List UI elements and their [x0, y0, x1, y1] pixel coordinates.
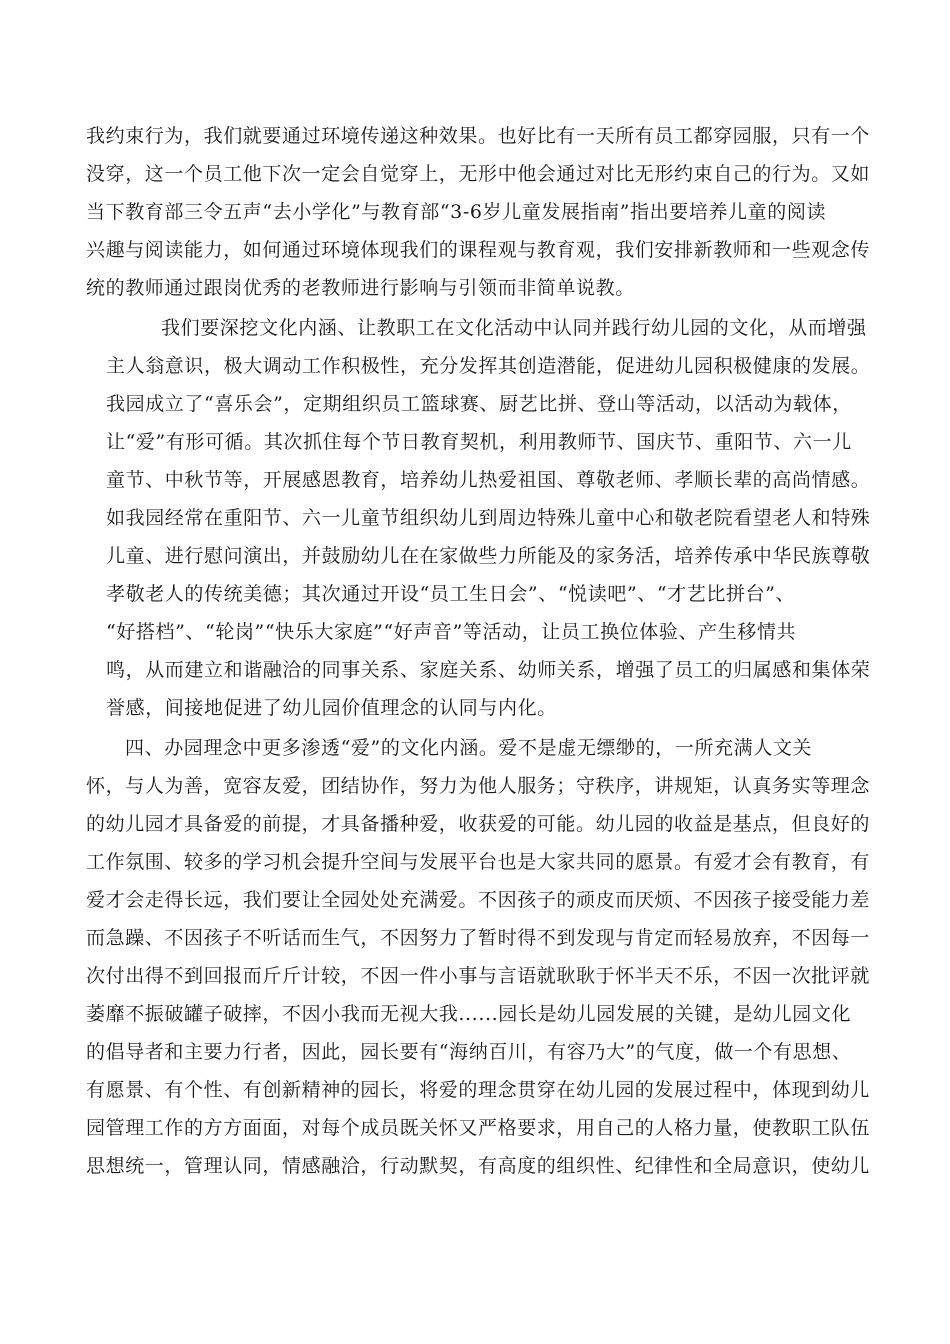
text-line: 我们要深挖文化内涵、让教职工在文化活动中认同并践行幼儿园的文化，从而增强: [161, 317, 867, 339]
text-line: 的幼儿园才具备爱的前提，才具备播种爱，收获爱的可能。幼儿园的收益是基点，但良好的: [86, 813, 871, 835]
text-line: 主人翁意识，极大调动工作积极性，充分发挥其创造潜能，促进幼儿园积极健康的发展。: [106, 355, 871, 377]
text-line: 孝敬老人的传统美德；其次通过开设“员工生日会”、“悦读吧”、“才艺比拼台”、: [106, 583, 796, 605]
text-line: 萎靡不振破罐子破摔，不因小我而无视大我......园长是幼儿园发展的关键，是幼儿园文化: [86, 1003, 852, 1025]
text-line: 誉感，间接地促进了幼儿园价值理念的认同与内化。: [106, 697, 557, 719]
text-line: 如我园经常在重阳节、六一儿童节组织幼儿到周边特殊儿童中心和敬老院看望老人和特殊: [106, 507, 871, 529]
text-line: 统的教师通过跟岗优秀的老教师进行影响与引领而非简单说教。: [86, 277, 635, 299]
text-line: 的倡导者和主要力行者，因此，园长要有“海纳百川，有容乃大”的气度，做一个有思想、: [86, 1041, 852, 1063]
text-line: 没穿，这一个员工他下次一定会自觉穿上，无形中他会通过对比无形约束自己的行为。又如: [86, 163, 871, 185]
text-line: 四、办园理念中更多渗透“爱”的文化内涵。爱不是虚无缥缈的，一所充满人文关: [125, 737, 813, 759]
text-line: 次付出得不到回报而斤斤计较，不因一件小事与言语就耿耿于怀半天不乐，不因一次批评就: [86, 965, 871, 987]
text-line: 我约束行为，我们就要通过环境传递这种效果。也好比有一天所有员工都穿园服，只有一个: [86, 125, 871, 147]
text-line: 工作氛围、较多的学习机会提升空间与发展平台也是大家共同的愿景。有爱才会有教育，有: [86, 851, 871, 873]
text-line: 园管理工作的方方面面，对每个成员既关怀又严格要求，用自己的人格力量，使教职工队伍: [86, 1117, 871, 1139]
text-line: 有愿景、有个性、有创新精神的园长，将爱的理念贯穿在幼儿园的发展过程中，体现到幼儿: [86, 1079, 871, 1101]
text-line: 怀，与人为善，宽容友爱，团结协作，努力为他人服务；守秩序，讲规矩，认真务实等理念: [86, 775, 871, 797]
text-line: 童节、中秋节等，开展感恩教育，培养幼儿热爱祖国、尊敬老师、孝顺长辈的高尚情感。: [106, 469, 871, 491]
text-line: 我园成立了“喜乐会”，定期组织员工篮球赛、厨艺比拼、登山等活动，以活动为载体，: [106, 393, 852, 415]
text-line: “好搭档”、“轮岗”“快乐大家庭”“好声音”等活动，让员工换位体验、产生移情共: [106, 621, 797, 643]
text-line: 爱才会走得长远，我们要让全园处处充满爱。不因孩子的顽皮而厌烦、不因孩子接受能力差: [86, 889, 871, 911]
text-line: 当下教育部三令五声“去小学化”与教育部“3-6岁儿童发展指南”指出要培养儿童的阅读: [86, 201, 827, 223]
text-line: 让“爱”有形可循。其次抓住每个节日教育契机，利用教师节、国庆节、重阳节、六一儿: [106, 431, 852, 453]
text-line: 思想统一，管理认同，情感融洽，行动默契，有高度的组织性、纪律性和全局意识，使幼儿: [86, 1155, 871, 1177]
text-line: 兴趣与阅读能力，如何通过环境体现我们的课程观与教育观，我们安排新教师和一些观念传: [86, 239, 871, 261]
text-line: 儿童、进行慰问演出，并鼓励幼儿在在家做些力所能及的家务活，培养传承中华民族尊敬: [106, 545, 871, 567]
text-line: 而急躁、不因孩子不听话而生气，不因努力了暂时得不到发现与肯定而轻易放弃，不因每一: [86, 927, 871, 949]
text-line: 鸣，从而建立和谐融洽的同事关系、家庭关系、幼师关系，增强了员工的归属感和集体荣: [106, 659, 871, 681]
